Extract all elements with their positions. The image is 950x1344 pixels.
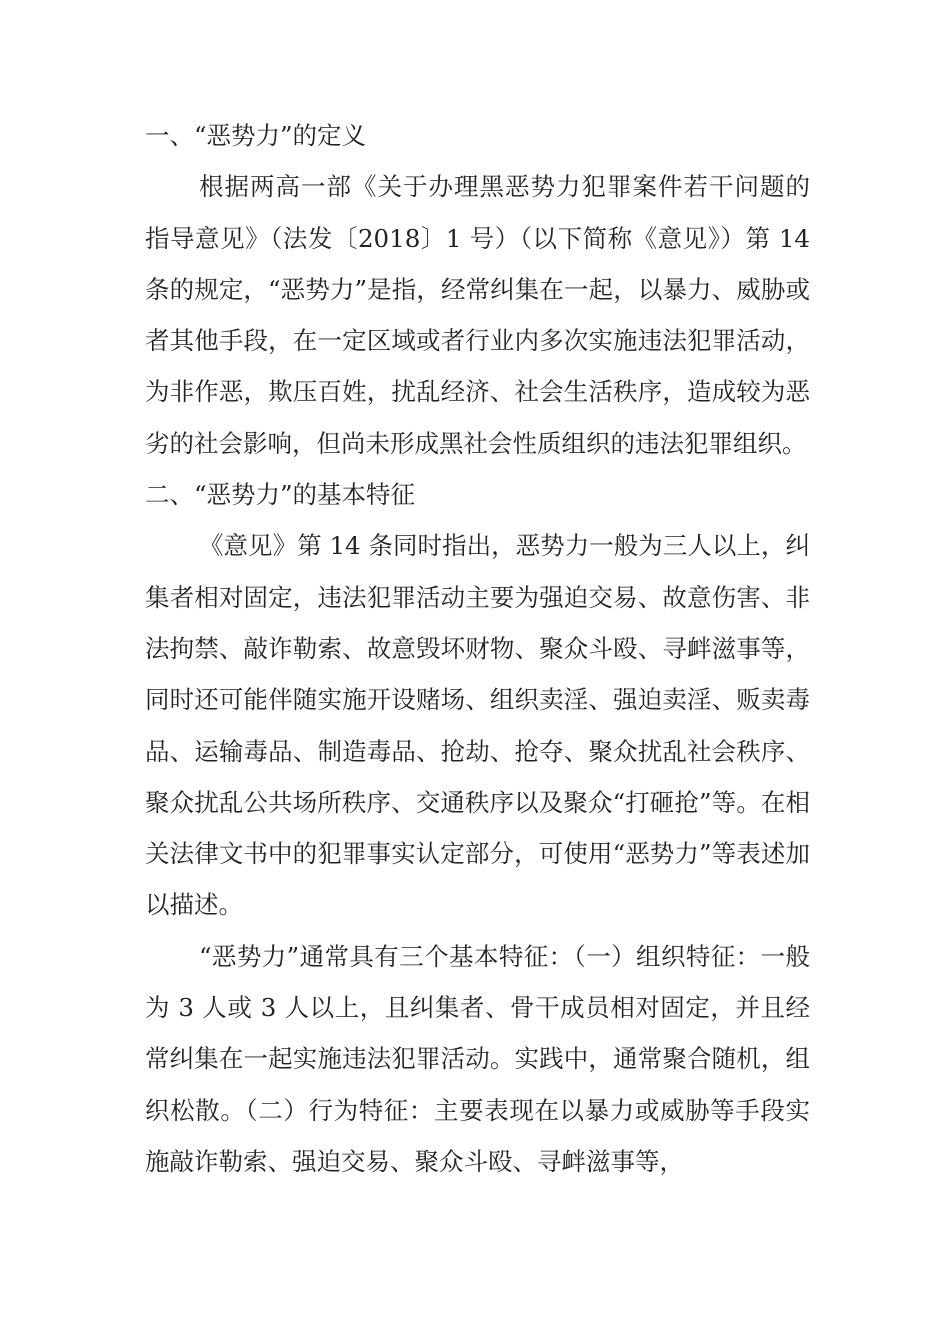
characteristics-paragraph-1: 《意见》第 14 条同时指出，恶势力一般为三人以上，纠集者相对固定，违法犯罪活动主要为强迫交易、故意伤害、非法拘禁、敲诈勒索、故意毁坏财物、聚众斗殴、寻衅滋事等，同时还可能伴随实施开设赌场、组织卖淫、强迫卖淫、贩卖毒品、运输毒品、制造毒品、抢劫、抢夺、聚众扰乱社会秩序、聚众扰乱公共场所秩序、交通秩序以及聚众“打砸抢”等。在相关法律文书中的犯罪事实认定部分，可使用“恶势力”等表述加以描述。 <box>145 531 810 920</box>
section-heading-characteristics: 二、“恶势力”的基本特征 <box>145 480 416 510</box>
definition-paragraph: 根据两高一部《关于办理黑恶势力犯罪案件若干问题的指导意见》（法发〔2018〕1 号）（以下简称《意见》）第 14 条的规定，“恶势力”是指，经常纠集在一起，以暴力、威胁或者其他手段，在一定区域或者行业内多次实施违法犯罪活动，为非作恶，欺压百姓，扰乱经济、社会生活秩序，造成较为恶劣的社会影响，但尚未形成黑社会性质组织的违法犯罪组织。 <box>145 172 810 458</box>
characteristics-paragraph-2: “恶势力”通常具有三个基本特征：（一）组织特征：一般为 3 人或 3 人以上，且纠集者、骨干成员相对固定，并且经常纠集在一起实施违法犯罪活动。实践中，通常聚合随机，组织松散。（二）行为特征：主要表现在以暴力或威胁等手段实施敲诈勒索、强迫交易、聚众斗殴、寻衅滋事等， <box>145 941 810 1176</box>
section-heading-definition: 一、“恶势力”的定义 <box>145 121 367 150</box>
document-body <box>145 110 810 1187</box>
